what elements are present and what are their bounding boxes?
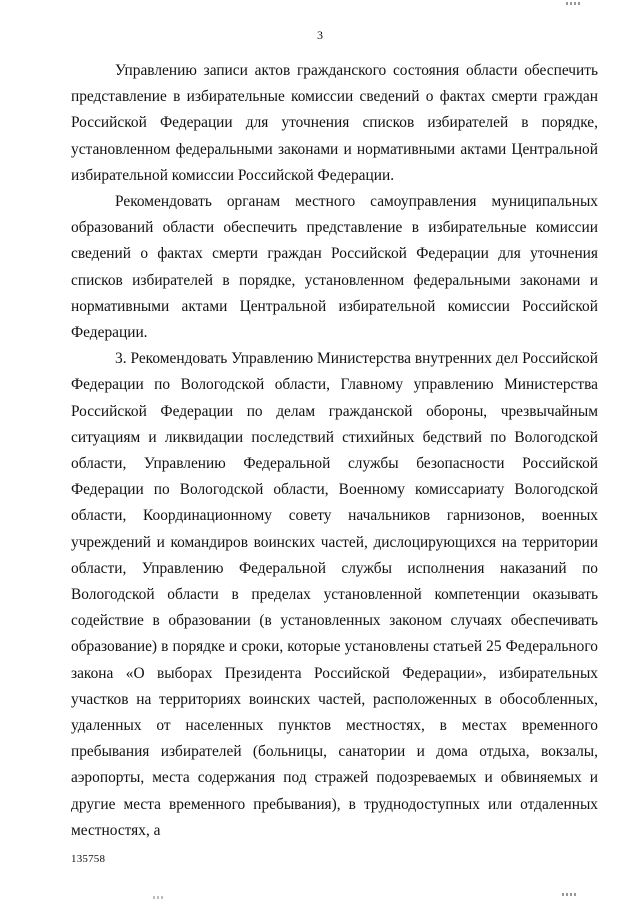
- document-body: [71, 58, 598, 844]
- paragraph-local-government: Рекомендовать органам местного самоуправления муниципальных образований области обеспечить представление в избирательные комиссии сведений о фактах смерти граждан Российской Федерации для уточнения списков избирателей в порядке, установленном федеральными законами и нормативными актами Центральной избирательной комиссии Российской Федерации.: [71, 193, 598, 342]
- paragraph-item-3: 3. Рекомендовать Управлению Министерства внутренних дел Российской Федерации по Вологодской области, Главному управлению Министерства Российской Федерации по делам гражданской обороны, чрезвычайным ситуациям и ликвидации последствий стихийных бедствий по Вологодской области, Управлению Федеральной службы безопасности Российской Федерации по Вологодской области, Военному комиссариату Вологодской области, Координационному совету начальников гарнизонов, военных учреждений и командиров воинских частей, дислоцирующихся на территории области, Управлению Федеральной службы исполнения наказаний по Вологодской области в пределах установленной компетенции оказывать содействие в образовании (в установленных законом случаях обеспечивать образование) в порядке и сроки, которые установлены статьей 25 Федерального закона «О выборах Президента Российской Федерации», избирательных участков на территориях воинских частей, расположенных в обособленных, удаленных от населенных пунктов местностях, в местах временного пребывания избирателей (больницы, санатории и дома отдыха, вокзалы, аэропорты, места содержания под стражей подозреваемых и обвиняемых и другие места временного пребывания), в труднодоступных или отдаленных местностях, а: [71, 350, 598, 839]
- paragraph-civil-registry: Управлению записи актов гражданского состояния области обеспечить представление в избирательные комиссии сведений о фактах смерти граждан Российской Федерации для уточнения списков избирателей в порядке, установленном федеральными законами и нормативными актами Центральной избирательной комиссии Российской Федерации.: [71, 62, 598, 184]
- scan-artifact-mark: [566, 2, 580, 5]
- scan-artifact-mark: [153, 896, 163, 899]
- document-code: 135758: [71, 853, 106, 865]
- scan-artifact-mark: [562, 893, 576, 896]
- page-number: 3: [317, 28, 323, 42]
